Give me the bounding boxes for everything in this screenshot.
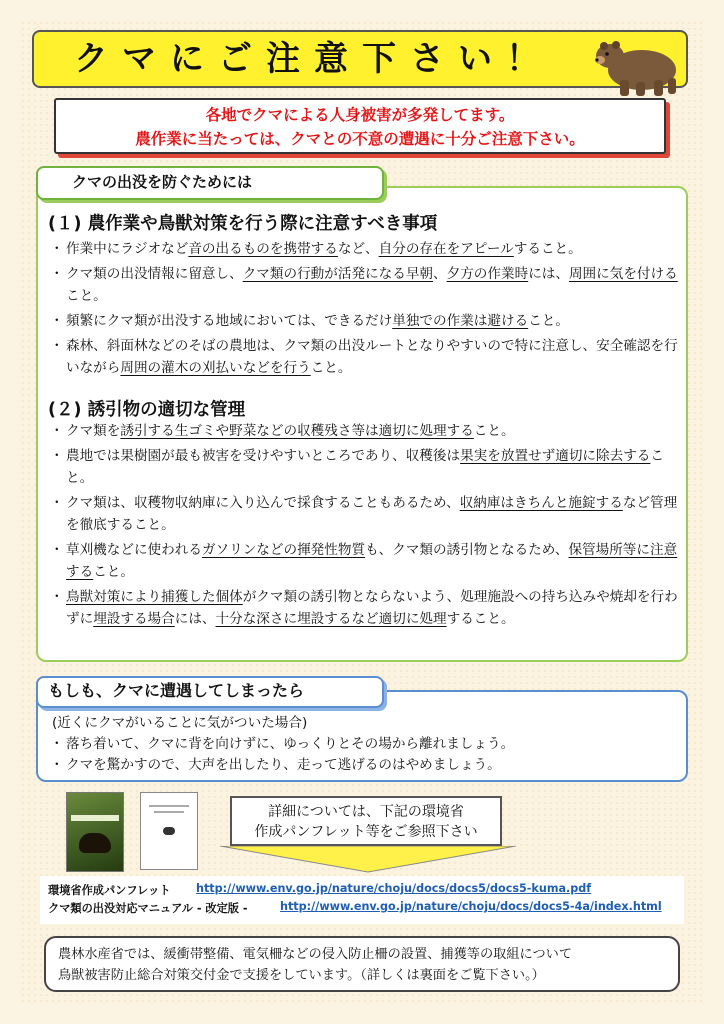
item-text: がクマ類の誘引物とならないよう、処理施設への持ち込みや焼却を行わずに <box>66 589 678 627</box>
item-text: 草刈機などに使われる <box>66 542 202 558</box>
prevention-tab: クマの出没を防ぐためには <box>36 166 384 200</box>
warning-line-2: 農作業に当たっては、クマとの不意の遭遇に十分ご注意下さい。 <box>135 130 585 148</box>
heading-farm-work: (１) 農作業や鳥獣対策を行う際に注意すべき事項 <box>48 214 438 234</box>
pamphlet-title-band <box>71 815 119 821</box>
emphasis-text: 周囲に気を付ける <box>568 266 678 282</box>
item-text: も、クマ類の誘引物となるため、 <box>365 542 569 558</box>
item-text: こと。 <box>310 360 352 376</box>
item-text: こと。 <box>93 564 134 580</box>
bear-silhouette-icon <box>79 833 111 853</box>
item-text: クマ類を <box>66 423 121 439</box>
item-text: こと。 <box>66 288 107 304</box>
emphasis-text: 誘引する生ゴミや野菜などの収穫残さ等は適切に処理する <box>120 423 474 439</box>
emphasis-text: 果実を放置せず適切に除去する <box>460 448 651 464</box>
list-item <box>50 586 680 630</box>
item-text: 森林、斜面林などのそばの農地は、クマ類の出没ルートとなりやすいので特に注意し、安全確認を行いながら <box>66 338 678 376</box>
item-text: 作業中にラジオなど <box>66 241 189 257</box>
bear-silhouette-icon <box>163 827 175 835</box>
item-text: こと。 <box>528 313 569 329</box>
manual-cover-image[interactable] <box>140 792 198 870</box>
list-item <box>50 445 680 489</box>
emphasis-text: クマ類の行動が活発になる早朝 <box>242 266 434 282</box>
list-item <box>50 310 680 332</box>
encounter-note: (近くにクマがいることに気がついた場合) <box>52 715 308 731</box>
emphasis-text: 音の出るものを携帯する <box>188 241 338 257</box>
item-text: など、 <box>337 241 379 257</box>
item-text: すること。 <box>513 241 582 257</box>
emphasis-text: 十分な深さに埋設するなど適切に処理 <box>215 611 447 627</box>
encounter-item: ・ 落ち着いて、クマに背を向けずに、ゆっくりとその場から離れましょう。 <box>50 734 680 755</box>
support-footer <box>44 936 680 992</box>
pamphlet-link-label: 環境省作成パンフレット <box>48 884 171 897</box>
list-item <box>50 263 680 307</box>
encounter-item: ・ クマを驚かすので、大声を出したり、走って逃げるのはやめましょう。 <box>50 755 680 776</box>
manual-link-row <box>48 900 662 916</box>
emphasis-text: 鳥獣対策により捕獲した個体 <box>66 589 243 605</box>
warning-line-1: 各地でクマによる人身被害が多発してます。 <box>205 106 515 124</box>
list-item <box>50 539 680 583</box>
emphasis-text: ガソリンなどの揮発性物質 <box>201 542 366 558</box>
item-text: クマ類の出没情報に留意し、 <box>66 266 243 282</box>
down-arrow-icon <box>220 846 516 874</box>
emphasis-text: 周囲の灌木の刈払いなどを行う <box>120 360 311 376</box>
item-text: など管理を徹底すること。 <box>66 495 678 533</box>
item-text: には、 <box>174 611 216 627</box>
cover-text-line <box>154 811 184 813</box>
manual-link-label: クマ類の出没対応マニュアル - 改定版 - <box>48 902 248 915</box>
footer-line-2: 鳥獣被害防止総合対策交付金で支援をしています。（詳しくは裏面をご覧下さい。） <box>58 968 545 983</box>
bear-icon <box>586 30 686 98</box>
item-text: 農地では果樹園が最も被害を受けやすいところであり、収穫後は <box>66 448 461 464</box>
cover-text-line <box>149 805 189 807</box>
attractant-list <box>50 420 680 630</box>
emphasis-text: 単独での作業は避ける <box>392 313 529 329</box>
emphasis-text: 自分の存在をアピール <box>378 241 514 257</box>
item-text: クマ類は、収穫物収納庫に入り込んで採食することもあるため、 <box>66 495 460 511</box>
item-text: 頻繁にクマ類が出没する地域においては、できるだけ <box>66 313 393 329</box>
footer-line-1: 農林水産省では、緩衝帯整備、電気柵などの侵入防止柵の設置、捕獲等の取組について <box>58 947 573 962</box>
item-text: こと。 <box>473 423 515 439</box>
page-title: クマにご注意下さい！ <box>74 39 554 79</box>
pamphlet-cover-image[interactable] <box>66 792 124 872</box>
emphasis-text: 収納庫はきちんと施錠する <box>459 495 623 511</box>
list-item <box>50 492 680 536</box>
encounter-content <box>50 712 680 776</box>
callout-line-1: 詳細については、下記の環境省 <box>268 804 464 820</box>
pamphlet-link-row <box>48 882 592 898</box>
emphasis-text: 夕方の作業時 <box>446 266 529 282</box>
item-text: には、 <box>528 266 569 282</box>
list-item <box>50 420 680 442</box>
emphasis-text: 埋設する場合 <box>93 611 175 627</box>
list-item <box>50 238 680 260</box>
manual-link[interactable]: http://www.env.go.jp/nature/choju/docs/docs5-4a/index.html <box>280 900 662 913</box>
heading-attractants: (２) 誘引物の適切な管理 <box>48 400 246 420</box>
emphasis-text: 保管場所等に注意する <box>66 542 678 580</box>
item-text: すること。 <box>446 611 515 627</box>
warning-box <box>54 98 666 154</box>
farm-work-list <box>50 238 680 379</box>
item-text: 、 <box>433 266 447 282</box>
encounter-tab: もしも、クマに遭遇してしまったら <box>36 676 384 708</box>
callout-line-2: 作成パンフレット等をご参照下さい <box>254 824 478 840</box>
pamphlet-link[interactable]: http://www.env.go.jp/nature/choju/docs/docs5/docs5-kuma.pdf <box>196 882 592 895</box>
item-text: こと。 <box>66 448 664 486</box>
list-item <box>50 335 680 379</box>
details-callout <box>230 796 502 846</box>
